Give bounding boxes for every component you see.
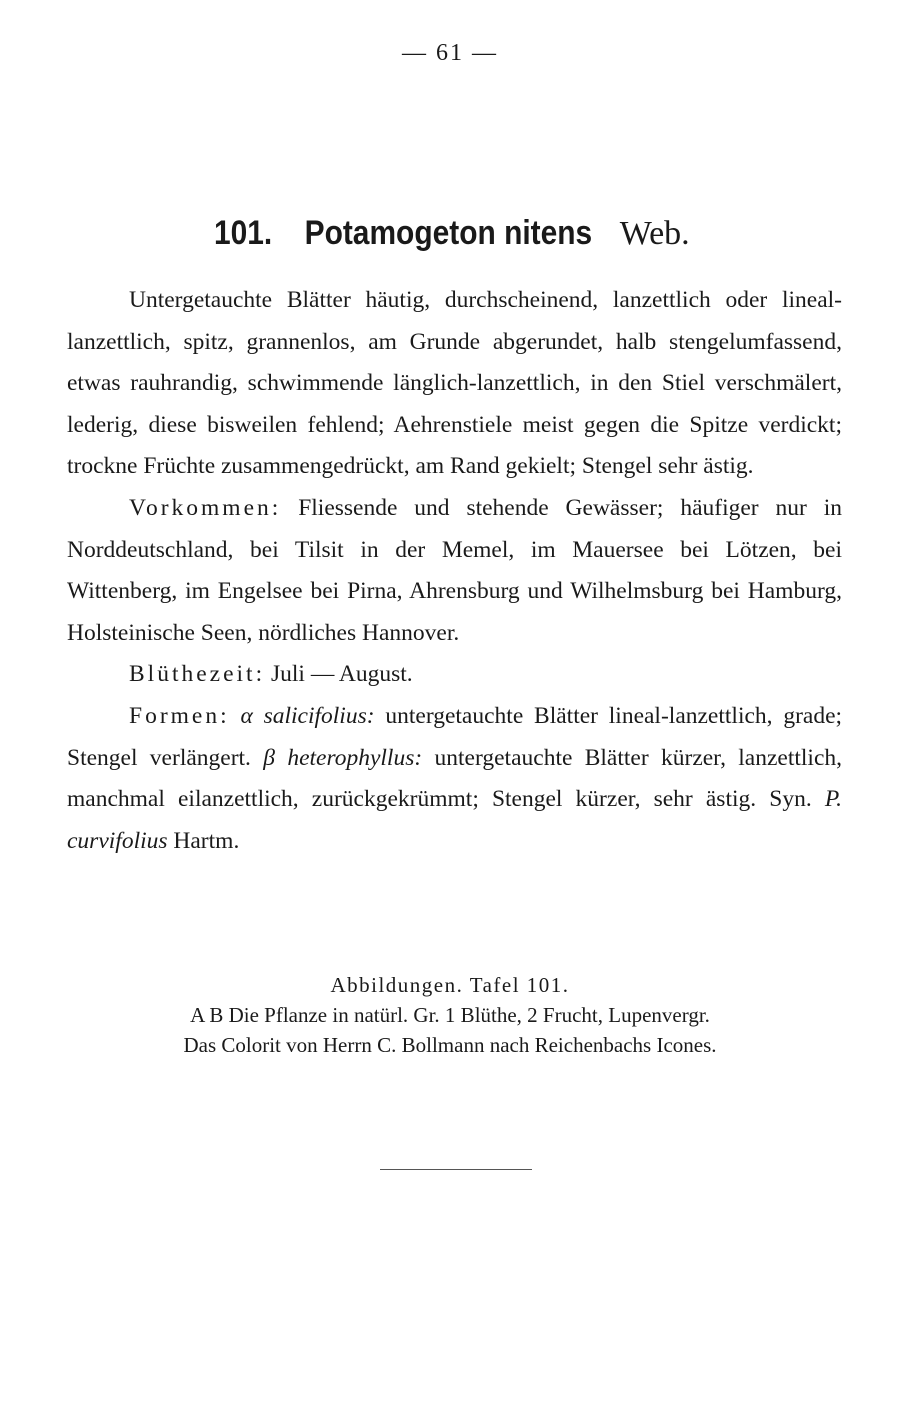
figure-caption-line-2: Das Colorit von Herrn C. Bollmann nach Reichenbachs Icones.: [183, 1033, 717, 1057]
synonym-author: Hartm.: [173, 827, 240, 854]
figure-caption: [0, 970, 900, 1060]
page-number: — 61 —: [402, 40, 498, 66]
figure-caption-line-1: A B Die Pflanze in natürl. Gr. 1 Blüthe, 2 Frucht, Lupenvergr.: [190, 1003, 710, 1027]
description-text: Untergetauchte Blätter häutig, durchscheinend, lanzettlich oder lineal-lanzettlich, spitz, grannenlos, am Grunde abgerundet, halb stengelumfassend, etwas rauhrandig, schwimmende länglich-lanzettlich, in den Stiel verschmälert, lederig, diese bisweilen fehlend; Aehrenstiele meist gegen die Spitze verdickt; trockne Früchte zusammengedrückt, am Rand gekielt; Stengel sehr ästig.: [67, 287, 842, 480]
forms-label: Formen:: [129, 702, 230, 729]
occurrence-label: Vorkommen:: [129, 494, 282, 521]
end-divider: [380, 1169, 532, 1170]
occurrence-paragraph: [67, 488, 842, 654]
species-body: [67, 280, 842, 862]
species-number: 101.: [214, 214, 273, 252]
figure-caption-title: Abbildungen. Tafel 101.: [330, 973, 570, 997]
flowering-text: Juli — August.: [271, 661, 413, 688]
flowering-paragraph: [67, 654, 842, 696]
beta-form-name: heterophyllus:: [287, 744, 423, 771]
alpha-symbol: α: [240, 702, 253, 729]
species-heading: [0, 208, 900, 259]
forms-paragraph: [67, 696, 842, 862]
flowering-label: Blüthezeit:: [129, 661, 266, 688]
occurrence-text: Fliessende und stehende Gewässer; häufiger nur in Norddeutschland, bei Tilsit in der Memel, im Mauersee bei Lötzen, bei Wittenberg, im Engelsee bei Pirna, Ahrensburg und Wilhelmsburg bei Hamburg, Holsteinische Seen, nördliches Hannover.: [67, 494, 843, 646]
beta-symbol: β: [263, 744, 275, 771]
species-name: Potamogeton nitens: [304, 214, 593, 252]
alpha-form-name: salicifolius:: [263, 702, 375, 729]
alpha-form-text: untergetauchte Blätter lineal-lanzettlich, grade; Stengel verlängert.: [67, 702, 843, 771]
species-author: Web.: [619, 215, 690, 252]
synonym-label: Syn.: [769, 786, 812, 813]
description-paragraph: [67, 280, 842, 488]
synonym-name: P. curvifolius: [67, 786, 843, 854]
beta-form-text: untergetauchte Blätter kürzer, lanzettlich, manchmal eilanzettlich, zurückgekrümmt; Stengel kürzer, sehr ästig.: [67, 744, 843, 813]
